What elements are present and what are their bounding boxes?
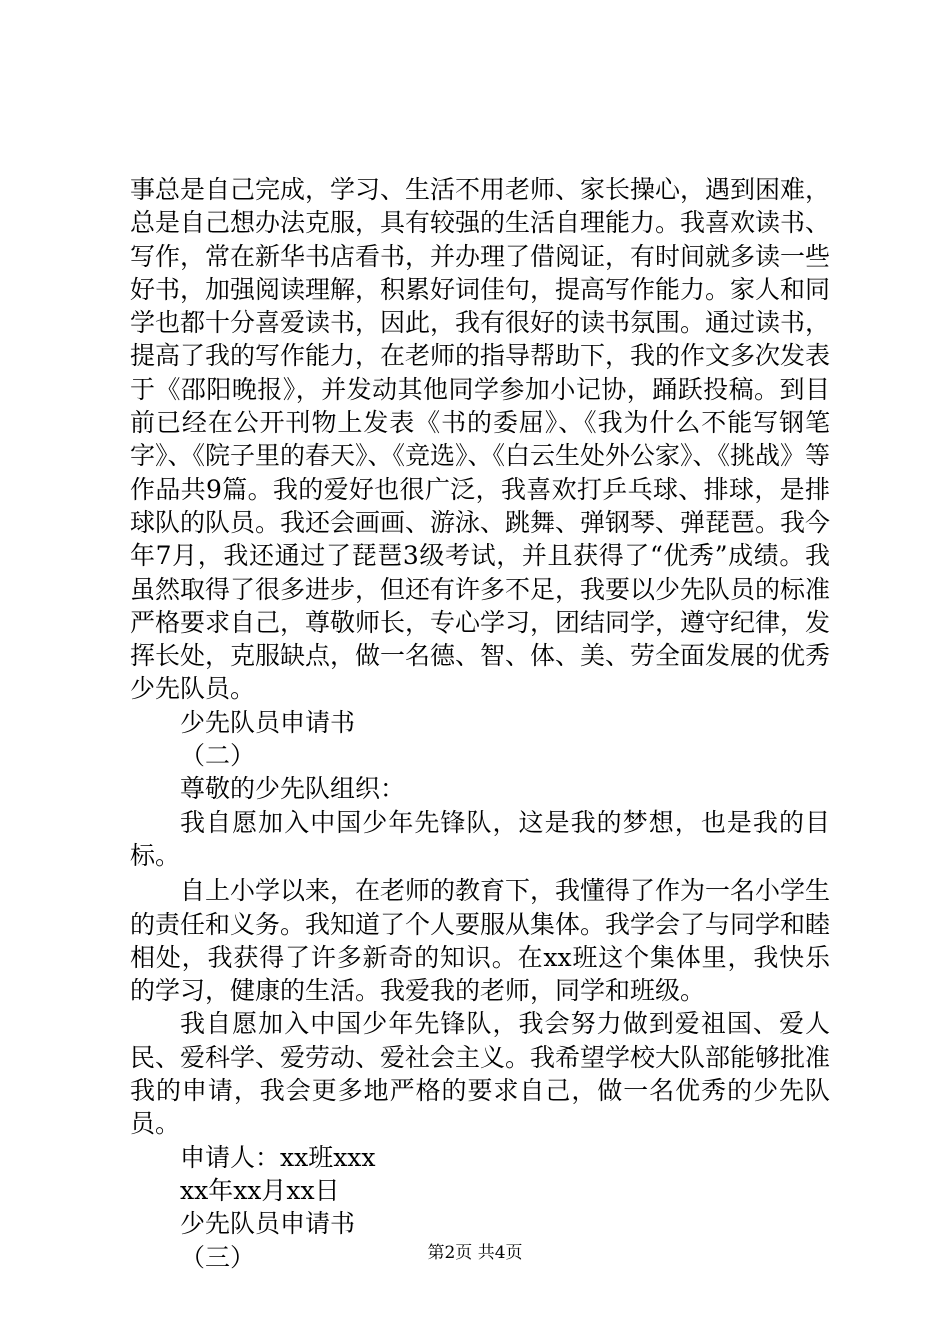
document-body — [130, 173, 830, 1274]
section-number-3: （三） — [180, 1242, 256, 1272]
page-number: 第2页 共4页 — [427, 1243, 523, 1263]
section-title-2: 少先队员申请书 — [180, 1209, 356, 1239]
paragraph-promise: 我自愿加入中国少年先锋队，我会努力做到爱祖国、爱人民、爱科学、爱劳动、爱社会主义。我希望学校大队部能够批准我的申请，我会更多地严格的要求自己，做一名优秀的少先队员。 — [130, 1009, 831, 1139]
page-footer — [0, 1243, 950, 1263]
applicant-signature: 申请人：xx班xxx — [180, 1142, 376, 1172]
application-date: xx年xx月xx日 — [180, 1175, 340, 1205]
paragraph-wish: 我自愿加入中国少年先锋队，这是我的梦想，也是我的目标。 — [130, 807, 830, 870]
salutation: 尊敬的少先队组织： — [180, 774, 406, 804]
section-title-1: 少先队员申请书 — [180, 707, 356, 737]
section-number-2: （二） — [180, 741, 256, 771]
paragraph-self-introduction: 事总是自己完成，学习、生活不用老师、家长操心，遇到困难，总是自己想办法克服，具有较强的生活自理能力。我喜欢读书、写作，常在新华书店看书，并办理了借阅证，有时间就多读一些好书，加强阅读理解，积累好词佳句，提高写作能力。家人和同学也都十分喜爱读书，因此，我有很好的读书氛围。通过读书，提高了我的写作能力，在老师的指导帮助下，我的作文多次发表于《邵阳晚报》，并发动其他同学参加小记协，踊跃投稿。到目前已经在公开刊物上发表《书的委屈》、《我为什么不能写钢笔字》、《院子里的春天》、《竞选》、《白云生处外公家》、《挑战》等作品共9篇。我的爱好也很广泛，我喜欢打乒乓球、排球，是排球队的队员。我还会画画、游泳、跳舞、弹钢琴、弹琵琶。我今年7月，我还通过了琵琶3级考试，并且获得了“优秀”成绩。我虽然取得了很多进步，但还有许多不足，我要以少先队员的标准严格要求自己，尊敬师长，专心学习，团结同学，遵守纪律，发挥长处，克服缺点，做一名德、智、体、美、劳全面发展的优秀少先队员。 — [130, 175, 831, 704]
paragraph-school-life: 自上小学以来，在老师的教育下，我懂得了作为一名小学生的责任和义务。我知道了个人要服从集体。我学会了与同学和睦相处，我获得了许多新奇的知识。在xx班这个集体里，我快乐的学习，健康的生活。我爱我的老师，同学和班级。 — [130, 876, 831, 1006]
